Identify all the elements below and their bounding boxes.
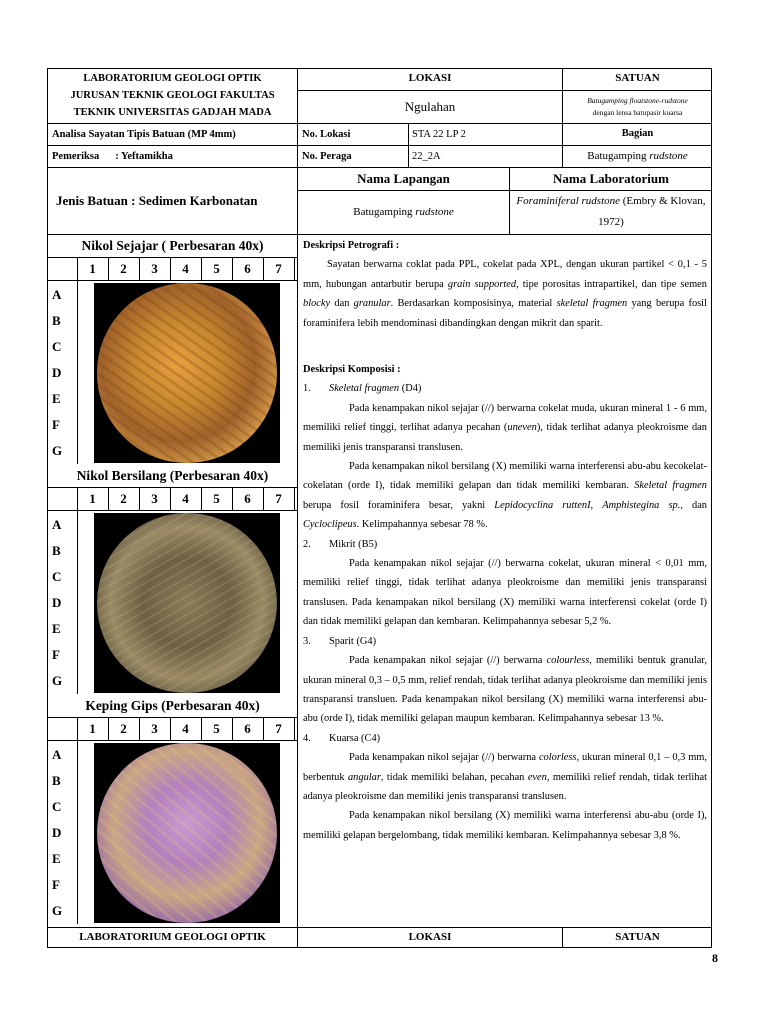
item-name: Mikrit <box>329 538 356 550</box>
p1b-i1: Skeletal fragmen <box>634 480 707 492</box>
grid-col-7: 7 <box>275 261 282 277</box>
item-code: (C4) <box>361 732 381 744</box>
pemeriksa-key: Pemeriksa <box>52 151 100 162</box>
p1b-i4: Cycloclipeus <box>303 519 357 531</box>
grid-col-1: 1 <box>89 261 96 277</box>
p1b-i2: Lepidocyclina ruttenI <box>494 499 591 511</box>
divider <box>201 717 202 740</box>
footer-satuan: SATUAN <box>615 931 660 944</box>
divider <box>297 234 298 928</box>
item-code: (B5) <box>358 538 378 550</box>
nama-lapangan-value <box>298 191 509 234</box>
komposisi-item-4 <box>303 729 707 748</box>
komposisi-p1b <box>303 457 707 535</box>
microscope-view <box>97 283 277 463</box>
grid-row-f: F <box>52 416 60 432</box>
p4a-text: Pada kenampakan nikol sejajar (//) berwarna <box>349 752 537 764</box>
divider <box>77 717 78 740</box>
petro-t3: dan <box>334 298 350 310</box>
grid-row-g: G <box>52 672 63 688</box>
petrografi-heading: Deskripsi Petrografi : <box>303 240 400 251</box>
item-name: Skeletal fragmen <box>329 383 400 395</box>
p4c-italic: even <box>527 771 547 783</box>
p4d-text: , memiliki relief rendah, tidak terlihat adanya pleokroisme dan memiliki jenis transparansi translusen. <box>303 771 707 802</box>
analisa-label: Analisa Sayatan Tipis Batuan (MP 4mm) <box>52 129 236 140</box>
komposisi-heading: Deskripsi Komposisi : <box>303 364 401 375</box>
pemeriksa-value: : Yeftamikha <box>115 151 173 162</box>
page-number: 8 <box>712 950 718 965</box>
grid-row-b: B <box>52 313 61 329</box>
item-code: (G4) <box>356 635 377 647</box>
microscope-view <box>97 513 277 693</box>
thin-section-photo <box>94 743 280 923</box>
satuan-value <box>563 91 712 123</box>
grid-row-a: A <box>52 287 62 303</box>
lab-line-2: JURUSAN TEKNIK GEOLOGI FAKULTAS <box>70 90 275 101</box>
grid-row-c: C <box>52 568 62 584</box>
petro-t2: tipe porositas intrapartikel, dan tipe semen <box>522 278 707 290</box>
lab-line-3: TEKNIK UNIVERSITAS GADJAH MADA <box>73 107 272 118</box>
bagian-value <box>563 146 712 167</box>
komposisi-p4 <box>303 748 707 806</box>
divider <box>47 280 297 281</box>
item-name: Kuarsa <box>329 732 359 744</box>
grid-col-7: 7 <box>275 721 282 737</box>
satuan-header: SATUAN <box>615 72 660 85</box>
divider <box>170 717 171 740</box>
jenis-batuan: Jenis Batuan : Sedimen Karbonatan <box>56 193 258 208</box>
item-num: 4. <box>303 732 311 744</box>
grid-row-f: F <box>52 646 60 662</box>
komposisi-p1a <box>303 399 707 457</box>
p1b-i3: Amphistegina sp. <box>602 499 681 511</box>
grid-col-1: 1 <box>89 721 96 737</box>
grid-col-4: 4 <box>182 491 189 507</box>
divider <box>232 257 233 280</box>
divider <box>139 717 140 740</box>
p3b-text: , memiliki bentuk granular, ukuran mineral 0,3 – 0,5 mm, relief rendah, tidak terlihat adanya pleokroisme dan memiliki jenis transparansi transluen. Pada kenampakan nikol bersilang (X) memiliki warna interferensi abu-abu (orde I), tidak memiliki gelapan maupun kembaran. Kelimpahannya sebesar 13 %. <box>303 655 707 725</box>
divider <box>108 717 109 740</box>
divider <box>201 257 202 280</box>
bagian-label: Bagian <box>621 128 654 140</box>
grid-row-c: C <box>52 798 62 814</box>
grid-row-d: D <box>52 594 62 610</box>
p1a-italic: uneven <box>507 422 537 434</box>
grid-row-d: D <box>52 364 62 380</box>
grid-col-2: 2 <box>120 721 127 737</box>
divider <box>294 717 295 740</box>
divider <box>263 717 264 740</box>
satuan-value-1: Batugamping floatstone-rudstone <box>587 96 688 105</box>
divider <box>232 487 233 510</box>
p1b-2: berupa fosil foraminifera besar, yakni <box>303 499 486 511</box>
divider <box>263 257 264 280</box>
p1b-5: . Kelimpahannya sebesar 78 %. <box>356 519 488 531</box>
grid-col-4: 4 <box>182 721 189 737</box>
divider <box>77 257 78 280</box>
grid-col-5: 5 <box>213 261 220 277</box>
divider <box>294 257 295 280</box>
komposisi-item-3 <box>303 632 707 651</box>
divider <box>170 487 171 510</box>
grid-row-g: G <box>52 902 63 918</box>
p1a-text: Pada kenampakan nikol sejajar (//) berwarna cokelat muda, ukuran mineral 1 - 6 mm, memiliki relief tinggi, terlihat adanya pecahan ( <box>303 402 707 434</box>
no-peraga-label: No. Peraga <box>302 151 352 162</box>
no-peraga-value: 22_2A <box>412 151 441 162</box>
panel-title: Nikol Bersilang (Perbesaran 40x) <box>76 467 269 483</box>
grid-col-5: 5 <box>213 491 220 507</box>
p1a-end: ), tidak terlihat adanya pleokroisme dan memiliki jenis transparansi translusen. <box>303 422 707 453</box>
lokasi-value: Ngulahan <box>404 99 456 115</box>
divider <box>47 740 297 741</box>
footer-lokasi: LOKASI <box>408 931 452 944</box>
petro-t4i: skeletal fragmen <box>556 298 628 310</box>
nama-lapangan-text: Batugamping <box>353 205 413 218</box>
p1b-3: , <box>590 499 594 511</box>
komposisi-p3 <box>303 651 707 729</box>
footer-lab: LABORATORIUM GEOLOGI OPTIK <box>79 931 266 944</box>
grid-row-e: E <box>52 850 61 866</box>
divider <box>263 487 264 510</box>
petro-t3i: granular <box>353 298 391 310</box>
grid-row-e: E <box>52 390 61 406</box>
grid-col-6: 6 <box>244 261 251 277</box>
thin-section-photo <box>94 283 280 463</box>
p3a-italic: colourless <box>546 655 590 667</box>
divider <box>108 257 109 280</box>
item-name: Sparit <box>329 635 354 647</box>
divider <box>77 740 78 924</box>
bagian-value-text: Batugamping <box>587 149 647 162</box>
lokasi-header: LOKASI <box>408 72 452 85</box>
grid-row-a: A <box>52 517 62 533</box>
grid-col-3: 3 <box>151 721 158 737</box>
grid-row-d: D <box>52 824 62 840</box>
grid-col-1: 1 <box>89 491 96 507</box>
no-lokasi-value: STA 22 LP 2 <box>412 129 466 140</box>
grid-col-2: 2 <box>120 261 127 277</box>
grid-col-2: 2 <box>120 491 127 507</box>
komposisi-p4e: Pada kenampakan nikol bersilang (X) memiliki warna interferensi abu-abu (orde I), memiliki gelapan bergelombang, tidak memiliki kembaran. Kelimpahannya sebesar 3,8 %. <box>303 810 707 841</box>
p4a-italic: colorless <box>538 752 577 764</box>
petro-t4: . Berdasarkan komposisinya, material <box>390 298 553 310</box>
petro-t1i: grain supported, <box>447 278 519 290</box>
grid-col-3: 3 <box>151 491 158 507</box>
microscope-view <box>97 743 277 923</box>
grid-row-f: F <box>52 876 60 892</box>
item-code: (D4) <box>401 383 422 395</box>
satuan-value-2: dengan lensa batupasir kuarsa <box>592 108 683 117</box>
divider <box>77 510 78 694</box>
nama-lab-rest: (Embry & Klovan, 1972) <box>598 195 706 228</box>
p4b-italic: angular <box>347 771 381 783</box>
grid-col-5: 5 <box>213 721 220 737</box>
panel-title: Keping Gips (Perbesaran 40x) <box>85 697 260 713</box>
panel-title: Nikol Sejajar ( Perbesaran 40x) <box>81 237 264 253</box>
petro-t1: Sayatan berwarna coklat pada PPL, cokelat pada XPL, dengan ukuran partikel < 0,1 - 5 mm, hubungan antarbutir berupa <box>303 259 707 290</box>
item-num: 1. <box>303 383 311 395</box>
komposisi-p2: Pada kenampakan nikol sejajar (//) berwarna cokelat, ukuran mineral < 0,01 mm, memiliki relief tinggi, tidak terlihat adanya pleokroisme dan memiliki jenis transparansi translusen. Pada kenampakan nikol bersilang (X) memiliki warna interferensi cokelat (orde I) dan tidak memiliki gelapan dan kembaran. Kelimpahannya sebesar 5,2 %. <box>303 558 707 628</box>
bagian-value-italic: rudstone <box>649 149 688 162</box>
no-lokasi-label: No. Lokasi <box>302 129 351 140</box>
divider <box>232 717 233 740</box>
divider <box>108 487 109 510</box>
grid-row-b: B <box>52 543 61 559</box>
item-num: 2. <box>303 538 311 550</box>
divider <box>139 487 140 510</box>
divider <box>77 487 78 510</box>
grid-col-6: 6 <box>244 491 251 507</box>
lab-title <box>48 68 297 123</box>
lab-line-1: LABORATORIUM GEOLOGI OPTIK <box>83 73 262 84</box>
grid-row-c: C <box>52 338 62 354</box>
grid-col-4: 4 <box>182 261 189 277</box>
nama-lapangan-italic: rudstone <box>415 205 454 218</box>
grid-row-e: E <box>52 620 61 636</box>
grid-row-b: B <box>52 773 61 789</box>
petro-t2i: blocky <box>303 298 331 310</box>
petrografi-text <box>303 255 707 333</box>
grid-col-3: 3 <box>151 261 158 277</box>
p4b-text: , ukuran mineral 0,1 – 0,3 mm, berbentuk <box>303 752 707 783</box>
grid-row-g: G <box>52 442 63 458</box>
p1b-text: Pada kenampakan nikol bersilang (X) memiliki warna interferensi abu-abu kecokelat-cokelatan (orde I), tidak memiliki gelapan dan tidak memiliki kembaran. <box>303 461 707 492</box>
petrografi-section <box>303 236 707 333</box>
divider <box>139 257 140 280</box>
grid-col-6: 6 <box>244 721 251 737</box>
divider <box>77 280 78 464</box>
divider <box>201 487 202 510</box>
petro-t5: yang berupa fosil foraminifera lebih mendominasi dibandingkan dengan mikrit dan sparit. <box>303 298 707 329</box>
divider <box>294 487 295 510</box>
nama-lapangan-label: Nama Lapangan <box>357 171 450 187</box>
thin-section-photo <box>94 513 280 693</box>
grid-row-a: A <box>52 747 62 763</box>
komposisi-section <box>303 360 707 845</box>
pemeriksa-label <box>48 146 297 167</box>
item-num: 3. <box>303 635 311 647</box>
p4c-text: , tidak memiliki belahan, pecahan <box>380 771 525 783</box>
divider <box>170 257 171 280</box>
komposisi-item-2 <box>303 535 707 554</box>
nama-laboratorium-value <box>512 191 710 234</box>
nama-lab-italic: Foraminiferal rudstone <box>516 195 621 207</box>
divider <box>47 510 297 511</box>
nama-laboratorium-label: Nama Laboratorium <box>553 171 669 187</box>
p1b-4: , dan <box>680 499 707 511</box>
komposisi-item-1 <box>303 379 707 398</box>
p3a-text: Pada kenampakan nikol sejajar (//) berwarna <box>349 655 543 667</box>
grid-col-7: 7 <box>275 491 282 507</box>
